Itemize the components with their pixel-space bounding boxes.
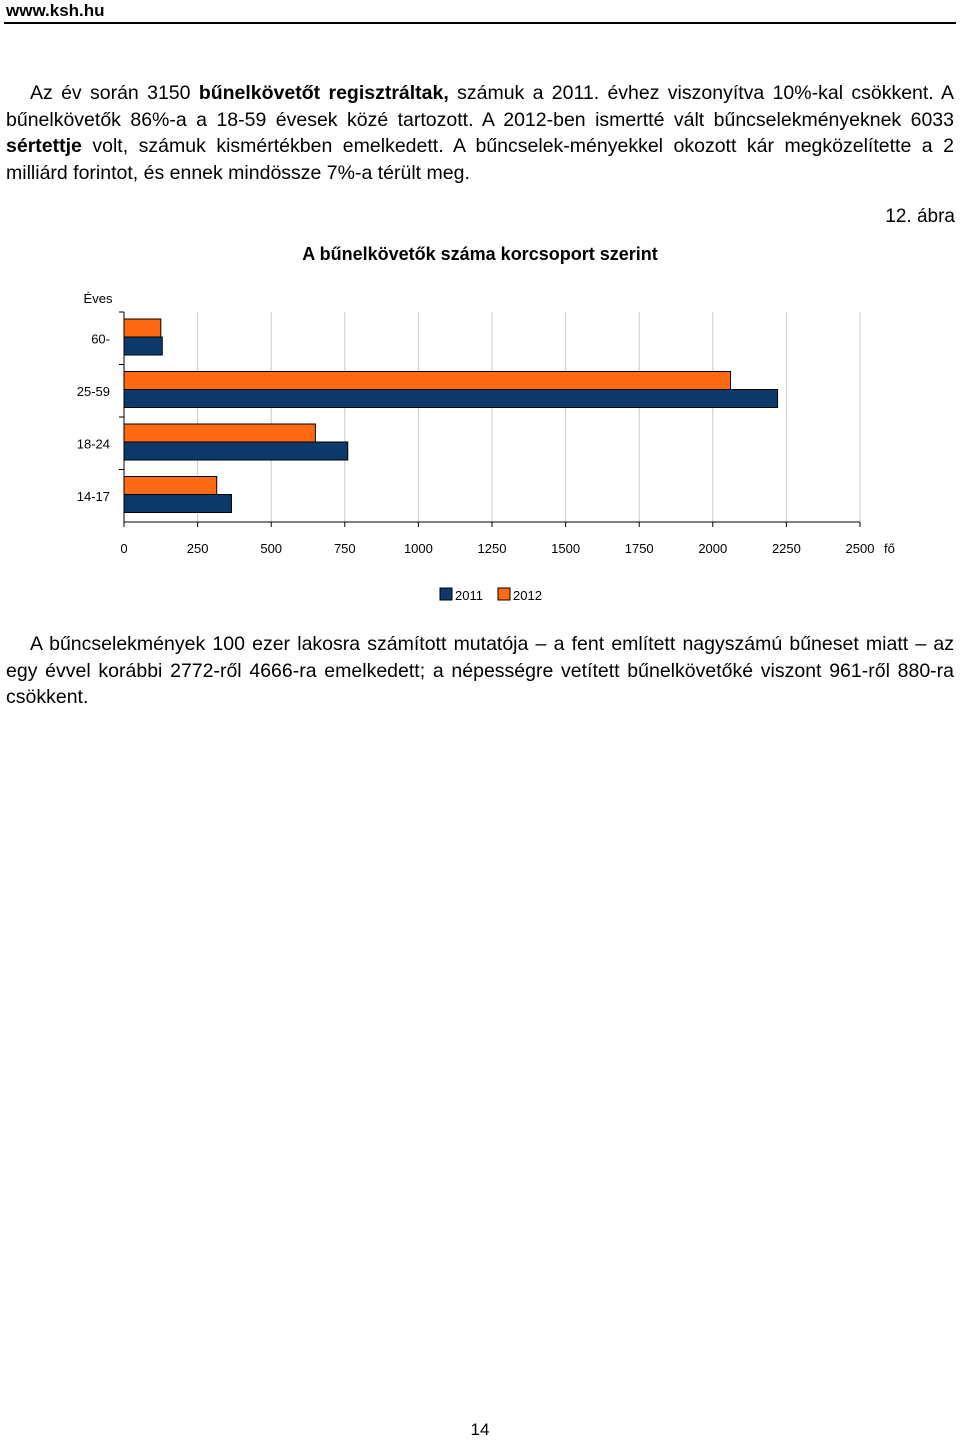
bar-2011-25-59 (124, 390, 778, 408)
para2-text: A bűncselekmények 100 ezer lakosra számított mutatója – a fent említett nagyszámú bűneset miatt – az egy évvel korábbi 2772-ről 4666-ra emelkedett; a népességre vetített bűnelkövetőké viszont 961-ről 880-ra csökkent. (6, 633, 954, 708)
bar-2012-14-17 (124, 477, 217, 495)
para1-text-3: volt, számuk kismértékben emelkedett. A bűncselek-ményekkel okozott kár megközelítette a 2 milliárd forintot, és ennek mindössze 7%-a térült meg. (6, 135, 954, 184)
x-tick-label: 2250 (771, 541, 801, 556)
bar-2012-18-24 (124, 424, 315, 442)
age-group-bar-chart (0, 230, 960, 620)
header-rule (4, 22, 956, 24)
legend-swatch (498, 588, 510, 600)
chart-title: A bűnelkövetők száma korcsoport szerint (302, 244, 658, 264)
legend-label: 2011 (455, 588, 483, 603)
para1-text-2: számuk a 2011. évhez viszonyítva 10%-kal csökkent. A bűnelkövetők 86%-a a 18-59 évesek közé tartozott. A 2012-ben ismertté vált bűncselekményeknek 6033 (6, 82, 954, 131)
intro-paragraph (6, 80, 954, 186)
closing-paragraph (6, 631, 954, 711)
x-tick-label: 250 (186, 541, 209, 556)
x-tick-label: 2500 (845, 541, 875, 556)
site-header-link[interactable]: www.ksh.hu (6, 1, 105, 20)
figure-label: 12. ábra (885, 206, 955, 227)
x-tick-label: 1500 (551, 541, 581, 556)
page-number: 14 (470, 1420, 490, 1439)
legend-swatch (440, 588, 452, 600)
x-tick-label: 2000 (698, 541, 728, 556)
bar-2011-18-24 (124, 442, 348, 460)
legend-label: 2012 (513, 588, 542, 603)
x-tick-label: 500 (260, 541, 283, 556)
y-axis-title: Éves (83, 291, 113, 306)
bar-2011-60- (124, 337, 162, 355)
category-label: 14-17 (76, 488, 110, 504)
category-label: 18-24 (76, 436, 110, 452)
chart-legend (440, 588, 542, 603)
gridlines (198, 312, 860, 522)
bar-2012-60- (124, 319, 161, 337)
category-label: 60- (91, 331, 110, 347)
para1-bold-1: bűnelkövetőt regisztráltak, (198, 82, 449, 104)
para1-text-1: Az év során 3150 (30, 82, 199, 104)
x-tick-label: 1250 (477, 541, 507, 556)
bar-2012-25-59 (124, 372, 730, 390)
x-tick-label: 0 (120, 541, 128, 556)
bars (124, 319, 778, 513)
x-tick-label: 1750 (624, 541, 654, 556)
x-tick-label: 1000 (403, 541, 433, 556)
x-tick-label: 750 (333, 541, 356, 556)
x-axis-unit: fő (884, 541, 895, 556)
bar-2011-14-17 (124, 495, 231, 513)
para1-bold-2: sértettje (6, 135, 82, 157)
category-label: 25-59 (76, 383, 110, 399)
